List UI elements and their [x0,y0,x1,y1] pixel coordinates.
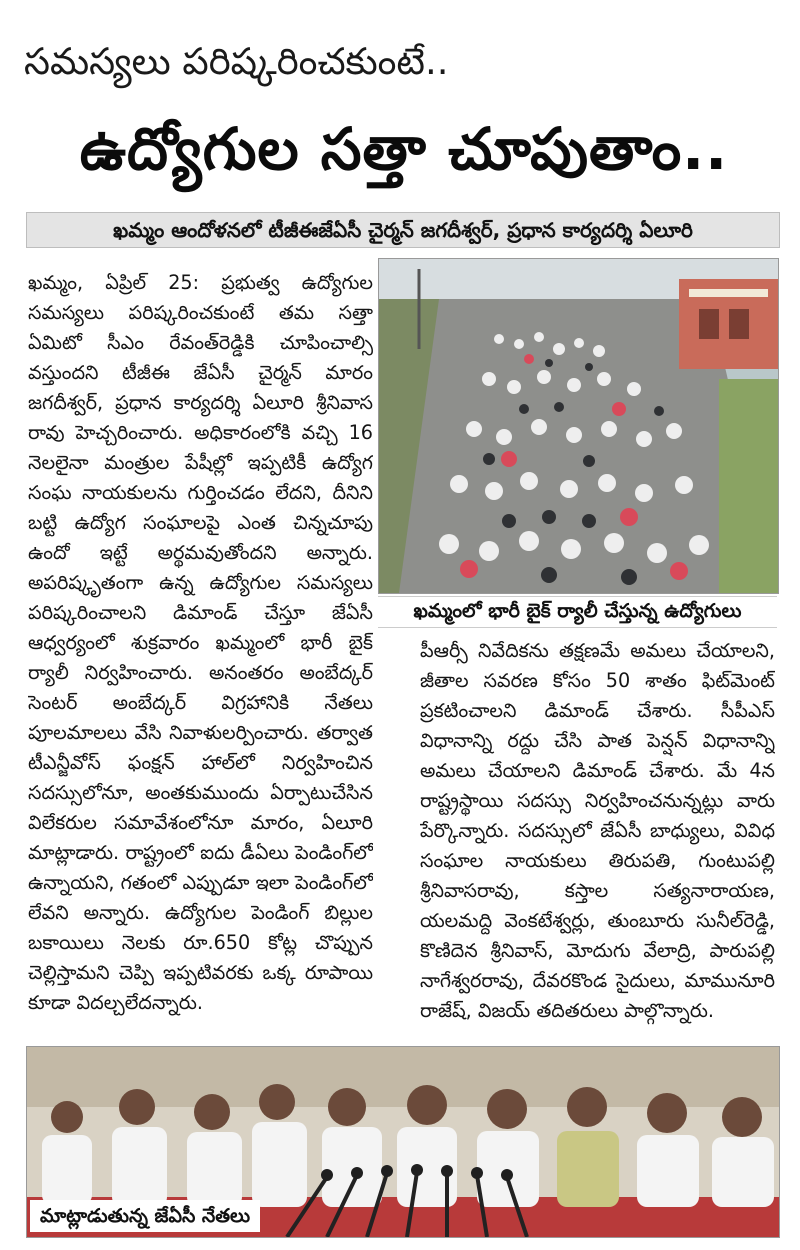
bike-rally-illustration [379,259,778,593]
photo2-caption: మాట్లాడుతున్న జేఏసీ నేతలు [30,1200,260,1232]
bike-rally-photo [378,258,779,594]
photo1-caption: ఖమ్మంలో భారీ బైక్ ర్యాలీ చేస్తున్న ఉద్యోగులు [378,596,777,628]
article-body-column-2: పీఆర్సీ నివేదికను తక్షణమే అమలు చేయాలని, జీతాల సవరణ కోసం 50 శాతం ఫిట్‌మెంట్ ప్రకటించాలని డిమాండ్ చేశారు. సీపీఎస్ విధానాన్ని రద్దు చేసి పాత పెన్షన్ విధానాన్ని అమలు చేయాలని డిమాండ్ చేశారు. మే 4న రాష్ట్రస్థాయి సదస్సు నిర్వహించనున్నట్లు వారు పేర్కొన్నారు. సదస్సులో జేఏసీ బాధ్యులు, వివిధ సంఘాల నాయకులు తిరుపతి, గుంటుపల్లి శ్రీనివాసరావు, కస్తాల సత్యనారాయణ, యలమద్ది వెంకటేశ్వర్లు, తుంబూరు సునీల్‌రెడ్డి, కొణిదెన శ్రీనివాస్, మోదుగు వేలాద్రి, పారుపల్లి నాగేశ్వరరావు, దేవరకొండ సైదులు, మామునూరి రాజేష్, విజయ్ తదితరులు పాల్గొన్నారు. [420,639,775,1022]
main-headline: ఉద్యోగుల సత్తా చూపుతాం.. [79,115,729,183]
article-body-column-1: ఖమ్మం, ఏప్రిల్ 25: ప్రభుత్వ ఉద్యోగుల సమస్యలు పరిష్కరించకుంటే తమ సత్తా ఏమిటో సీఎం రేవంత్‌రెడ్డికి చూపించాల్సి వస్తుందని టీజీఈ జేఏసీ చైర్మన్ మారం జగదీశ్వర్, ప్రధాన కార్యదర్శి ఏలూరి శ్రీనివాస రావు హెచ్చరించారు. అధికారంలోకి వచ్చి 16 నెలలైనా మంత్రుల పేషీల్లో ఇప్పటికీ ఉద్యోగ సంఘ నాయకులను గుర్తించడం లేదని, దీనిని బట్టి ఉద్యోగ సంఘాలపై ఎంత చిన్నచూపు ఉందో ఇట్టే అర్థమవుతోందని అన్నారు. అపరిష్కృతంగా ఉన్న ఉద్యోగుల సమస్యలు పరిష్కరించాలని డిమాండ్ చేస్తూ జేఏసీ ఆధ్వర్యంలో శుక్రవారం ఖమ్మంలో భారీ బైక్ ర్యాలీ నిర్వహించారు. అనంతరం అంబేద్కర్ సెంటర్ అంబేద్కర్ విగ్రహానికి నేతలు పూలమాలలు వేసి నివాళులర్పించారు. తర్వాత టీఎన్జీవోస్ ఫంక్షన్ హాల్‌లో నిర్వహించిన సదస్సులోనూ, అంతకుముందు ఏర్పాటుచేసిన విలేకరుల సమావేశంలోనూ మారం, ఏలూరి మాట్లాడారు. రాష్ట్రంలో ఐదు డీఏలు పెండింగ్‌లో ఉన్నాయని, గతంలో ఎప్పుడూ ఇలా పెండింగ్‌లో లేవని అన్నారు. ఉద్యోగుల పెండింగ్ బిల్లుల బకాయిలు నెలకు రూ.650 కోట్ల చొప్పున చెల్లిస్తామని చెప్పి ఇప్పటివరకు ఒక్క రూపాయి కూడా విదల్చలేదన్నారు. [28,271,373,1014]
kicker-headline: సమస్యలు పరిష్కరించకుంటే.. [24,40,449,83]
subheadline-strap: ఖమ్మం ఆందోళనలో టీజీఈజేఏసీ చైర్మన్ జగదీశ్వర్, ప్రధాన కార్యదర్శి ఏలూరి [26,212,780,248]
